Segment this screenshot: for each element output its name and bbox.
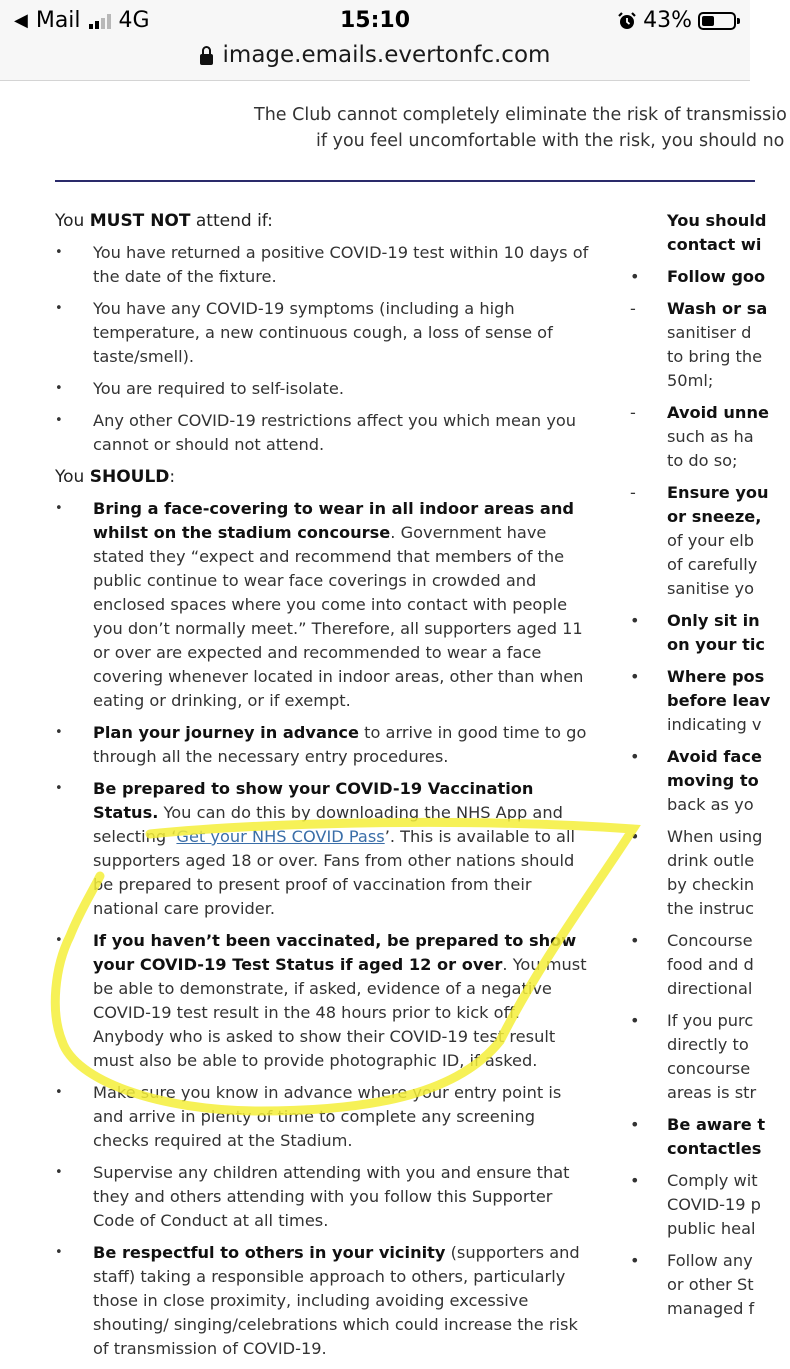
status-right <box>617 8 736 33</box>
list-item: • Be respectful to others in your vicinity (supporters and staff) taking a responsible approach to others, particularly those in close proximity, including avoiding excessive shouting/ singing/celebrations which could increase the risk of transmission of COVID-19. <box>55 1241 595 1361</box>
list-item-line: of carefully <box>667 555 758 574</box>
nhs-covid-pass-link[interactable]: Get your NHS COVID Pass <box>176 827 385 846</box>
list-item-line: Comply wit <box>667 1171 758 1190</box>
divider <box>55 180 755 182</box>
bullet-marker: - <box>630 403 636 422</box>
alarm-icon <box>617 11 637 31</box>
list-item-line: to bring the <box>667 347 763 366</box>
carrier-label[interactable]: Mail <box>35 8 81 33</box>
should-list <box>55 497 595 1361</box>
bullet-marker: • <box>630 827 640 846</box>
list-item-line: by checkin <box>667 875 755 894</box>
list-item-line: Follow goo <box>667 267 766 286</box>
list-item-line: managed f <box>667 1299 755 1318</box>
list-item: • You have returned a positive COVID-19 test within 10 days of the date of the fixture. <box>55 241 595 289</box>
should-heading: You SHOULD: <box>55 467 176 487</box>
list-item: • If you haven’t been vaccinated, be prepared to show your COVID-19 Test Status if aged 12 or over. You must be able to demonstrate, if asked, evidence of a negative COVID-19 test result in the 48 hours prior to kick off. Anybody who is asked to show their COVID-19 test result must also be able to provide photographic ID, if asked. <box>55 929 595 1073</box>
bullet-marker: • <box>630 747 640 766</box>
network-label: 4G <box>118 8 150 33</box>
clock: 15:10 <box>339 8 411 33</box>
list-item-line: indicating v <box>667 715 762 734</box>
list-item: • Plan your journey in advance to arrive in good time to go through all the necessary entry procedures. <box>55 721 595 769</box>
status-bar <box>0 0 750 42</box>
bullet-marker: • <box>630 1171 640 1190</box>
bullet-marker: • <box>630 267 640 286</box>
list-item: • Any other COVID-19 restrictions affect you which mean you cannot or should not attend. <box>55 409 595 457</box>
must-not-list <box>55 241 595 457</box>
bullet-marker: • <box>630 931 640 950</box>
left-column <box>55 209 595 1369</box>
list-item-line: Wash or sa <box>667 299 768 318</box>
list-item-line: Follow any <box>667 1251 753 1270</box>
battery-percent: 43% <box>643 8 692 33</box>
list-item-line: directional <box>667 979 753 998</box>
list-item-line: food and d <box>667 955 754 974</box>
list-item: • Make sure you know in advance where your entry point is and arrive in plenty of time to complete any screening checks required at the Stadium. <box>55 1081 595 1153</box>
bullet-marker: • <box>630 1011 640 1030</box>
bullet-marker: • <box>630 1251 640 1270</box>
list-item: • Supervise any children attending with you and ensure that they and others attending with you follow this Supporter Code of Conduct at all times. <box>55 1161 595 1233</box>
lock-icon <box>200 54 213 65</box>
list-item-line: contact wi <box>667 235 762 254</box>
list-item-line: contactles <box>667 1139 762 1158</box>
list-item-line: before leav <box>667 691 771 710</box>
list-item-line: to do so; <box>667 451 738 470</box>
list-item-line: the instruc <box>667 899 755 918</box>
notice-line-2: if you feel uncomfortable with the risk, you should no <box>316 131 785 151</box>
list-item-line: public heal <box>667 1219 756 1238</box>
bullet-marker: - <box>630 483 636 502</box>
list-item-line: sanitiser d <box>667 323 752 342</box>
url-bar[interactable] <box>0 42 750 81</box>
list-item-line: of your elb <box>667 531 755 550</box>
list-item-line: Avoid face <box>667 747 762 766</box>
list-item-line: concourse <box>667 1059 751 1078</box>
list-item: • You are required to self-isolate. <box>55 377 595 401</box>
url-text[interactable]: image.emails.evertonfc.com <box>222 42 551 68</box>
list-item-line: sanitise yo <box>667 579 754 598</box>
list-item-line: drink outle <box>667 851 755 870</box>
list-item-line: areas is str <box>667 1083 757 1102</box>
bullet-marker: • <box>630 667 640 686</box>
list-item-line: or sneeze, <box>667 507 762 526</box>
list-item: • Be prepared to show your COVID-19 Vaccination Status. You can do this by downloading the NHS App and selecting ‘Get your NHS COVID Pass’. This is available to all supporters aged 18 or over. Fans from other nations should be prepared to present proof of vaccination from their national care provider. <box>55 777 595 921</box>
back-arrow-icon[interactable]: ◀ <box>14 10 28 31</box>
list-item-line: directly to <box>667 1035 749 1054</box>
bullet-marker: • <box>630 611 640 630</box>
bullet-marker: • <box>630 1115 640 1134</box>
list-item: • Bring a face-covering to wear in all indoor areas and whilst on the stadium concourse. Government have stated they “expect and recommend that members of the public continue to wear face coverings in crowded and enclosed spaces where you come into contact with people you don’t normally meet.” Therefore, all supporters aged 11 or over are expected and recommended to wear a face covering whenever located in indoor areas, other than when eating or drinking, or if exempt. <box>55 497 595 713</box>
must-not-heading: You MUST NOT attend if: <box>55 211 273 231</box>
list-item-line: You should <box>667 211 767 230</box>
list-item-line: 50ml; <box>667 371 714 390</box>
page-content <box>0 81 787 1358</box>
list-item-line: When using <box>667 827 763 846</box>
list-item-line: Avoid unne <box>667 403 769 422</box>
notice-line-1: The Club cannot completely eliminate the risk of transmissio <box>254 105 787 125</box>
list-item-line: moving to <box>667 771 759 790</box>
list-item-line: or other St <box>667 1275 754 1294</box>
list-item-line: COVID-19 p <box>667 1195 761 1214</box>
list-item-line: Be aware t <box>667 1115 766 1134</box>
list-item-line: Where pos <box>667 667 765 686</box>
list-item-line: such as ha <box>667 427 754 446</box>
bullet-marker: - <box>630 299 636 318</box>
list-item-line: on your tic <box>667 635 765 654</box>
battery-icon <box>698 12 736 30</box>
list-item-line: Only sit in <box>667 611 760 630</box>
list-item-line: If you purc <box>667 1011 754 1030</box>
list-item: • You have any COVID-19 symptoms (including a high temperature, a new continuous cough, a loss of sense of taste/smell). <box>55 297 595 369</box>
list-item-line: Ensure you <box>667 483 769 502</box>
list-item-line: Concourse <box>667 931 753 950</box>
list-item-line: back as yo <box>667 795 754 814</box>
